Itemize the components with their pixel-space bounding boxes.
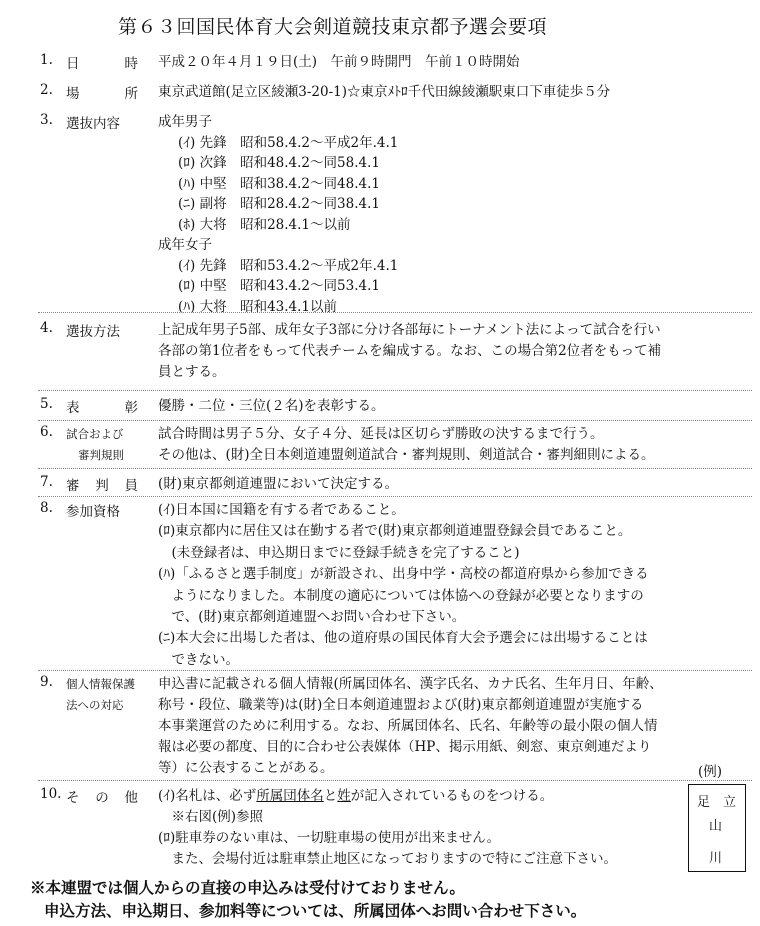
example-label: (例) [698, 764, 723, 780]
list-item: (ﾊ) 大将 昭和43.4.1以前 [178, 298, 338, 315]
notice-line: ※本連盟では個人からの直接の申込みは受付けておりません。 [30, 878, 465, 897]
list-item: (ｲ) 先鋒 昭和53.4.2〜平成2年.4.1 [178, 257, 399, 274]
list-item: (ｲ) 先鋒 昭和58.4.2〜平成2年.4.1 [178, 134, 399, 151]
nameplate-example: 足 立 山 川 [688, 784, 746, 872]
list-item: (ﾆ) 副将 昭和28.4.2〜同38.4.1 [178, 196, 380, 212]
category-men: 成年男子 [158, 114, 212, 130]
section-text: 平成２０年４月１９日(土) 午前９時開門 午前１０時開始 [158, 54, 520, 70]
category-women: 成年女子 [158, 237, 212, 253]
divider [38, 468, 752, 469]
list-item: (ﾛ) 中堅 昭和43.4.2〜同53.4.1 [178, 278, 380, 294]
divider [38, 420, 752, 421]
list-item: (ﾊ) 中堅 昭和38.4.2〜同48.4.1 [178, 175, 380, 192]
section-label: 日 時 [66, 56, 138, 72]
notice-line: 申込方法、申込期日、参加料等については、所属団体へお問い合わせ下さい。 [44, 901, 587, 920]
divider [38, 496, 752, 497]
list-item: (ﾎ) 大将 昭和28.4.1〜以前 [178, 216, 351, 233]
section-text: 東京武道館(足立区綾瀬3-20-1)☆東京ﾒﾄﾛ千代田線綾瀬駅東口下車徒歩５分 [158, 84, 611, 100]
page-title: 第６３回国民体育大会剣道競技東京都予選会要項 [118, 16, 548, 38]
divider [38, 670, 752, 671]
divider [38, 312, 752, 313]
section-number: 1. [40, 52, 53, 68]
divider [38, 390, 752, 391]
list-item: (ﾛ) 次鋒 昭和48.4.2〜同58.4.1 [178, 155, 380, 171]
divider [38, 780, 752, 781]
